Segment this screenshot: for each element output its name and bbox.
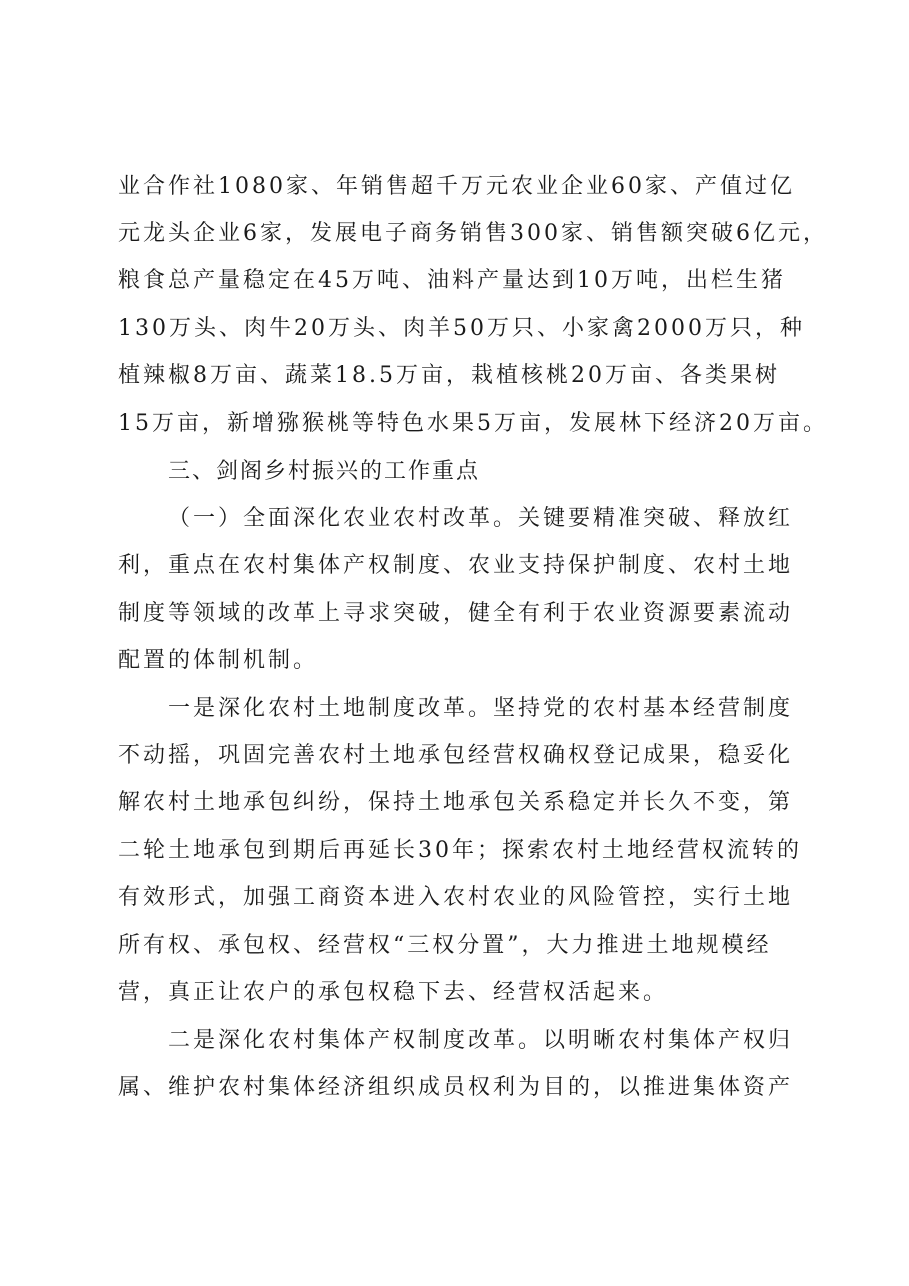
text-line: 二轮土地承包到期后再延长30年；探索农村土地经营权流转的 [118, 838, 802, 863]
section-heading: 三、剑阁乡村振兴的工作重点 [168, 459, 481, 484]
paragraph-first-line: 二是深化农村集体产权制度改革。以明晰农村集体产权归 [168, 1028, 794, 1053]
text-line: 配置的体制机制。 [118, 648, 319, 673]
text-line: 粮食总产量稳定在45万吨、油料产量达到10万吨，出栏生猪 [118, 268, 786, 293]
text-line: 利，重点在农村集体产权制度、农业支持保护制度、农村土地 [118, 553, 794, 578]
text-line: 属、维护农村集体经济组织成员权利为目的，以推进集体资产 [118, 1075, 794, 1100]
text-line: 有效形式，加强工商资本进入农村农业的风险管控，实行土地 [118, 885, 794, 910]
paragraph-first-line: 一是深化农村土地制度改革。坚持党的农村基本经营制度 [168, 696, 794, 721]
paragraph-first-line: （一）全面深化农业农村改革。关键要精准突破、释放红 [168, 506, 794, 531]
text-line: 元龙头企业6家，发展电子商务销售300家、销售额突破6亿元， [118, 221, 828, 246]
text-line: 130万头、肉牛20万头、肉羊50万只、小家禽2000万只，种 [118, 316, 805, 341]
text-line: 营，真正让农户的承包权稳下去、经营权活起来。 [118, 980, 669, 1005]
text-line: 业合作社1080家、年销售超千万元农业企业60家、产值过亿 [118, 174, 795, 199]
text-line: 不动摇，巩固完善农村土地承包经营权确权登记成果，稳妥化 [118, 743, 794, 768]
text-line: 解农村土地承包纠纷，保持土地承包关系稳定并长久不变，第 [118, 790, 794, 815]
text-line: 制度等领域的改革上寻求突破，健全有利于农业资源要素流动 [118, 601, 794, 626]
text-line: 所有权、承包权、经营权“三权分置”，大力推进土地规模经 [118, 933, 772, 958]
text-line: 15万亩，新增猕猴桃等特色水果5万亩，发展林下经济20万亩。 [118, 411, 828, 436]
text-line: 植辣椒8万亩、蔬菜18.5万亩，栽植核桃20万亩、各类果树 [118, 363, 780, 388]
